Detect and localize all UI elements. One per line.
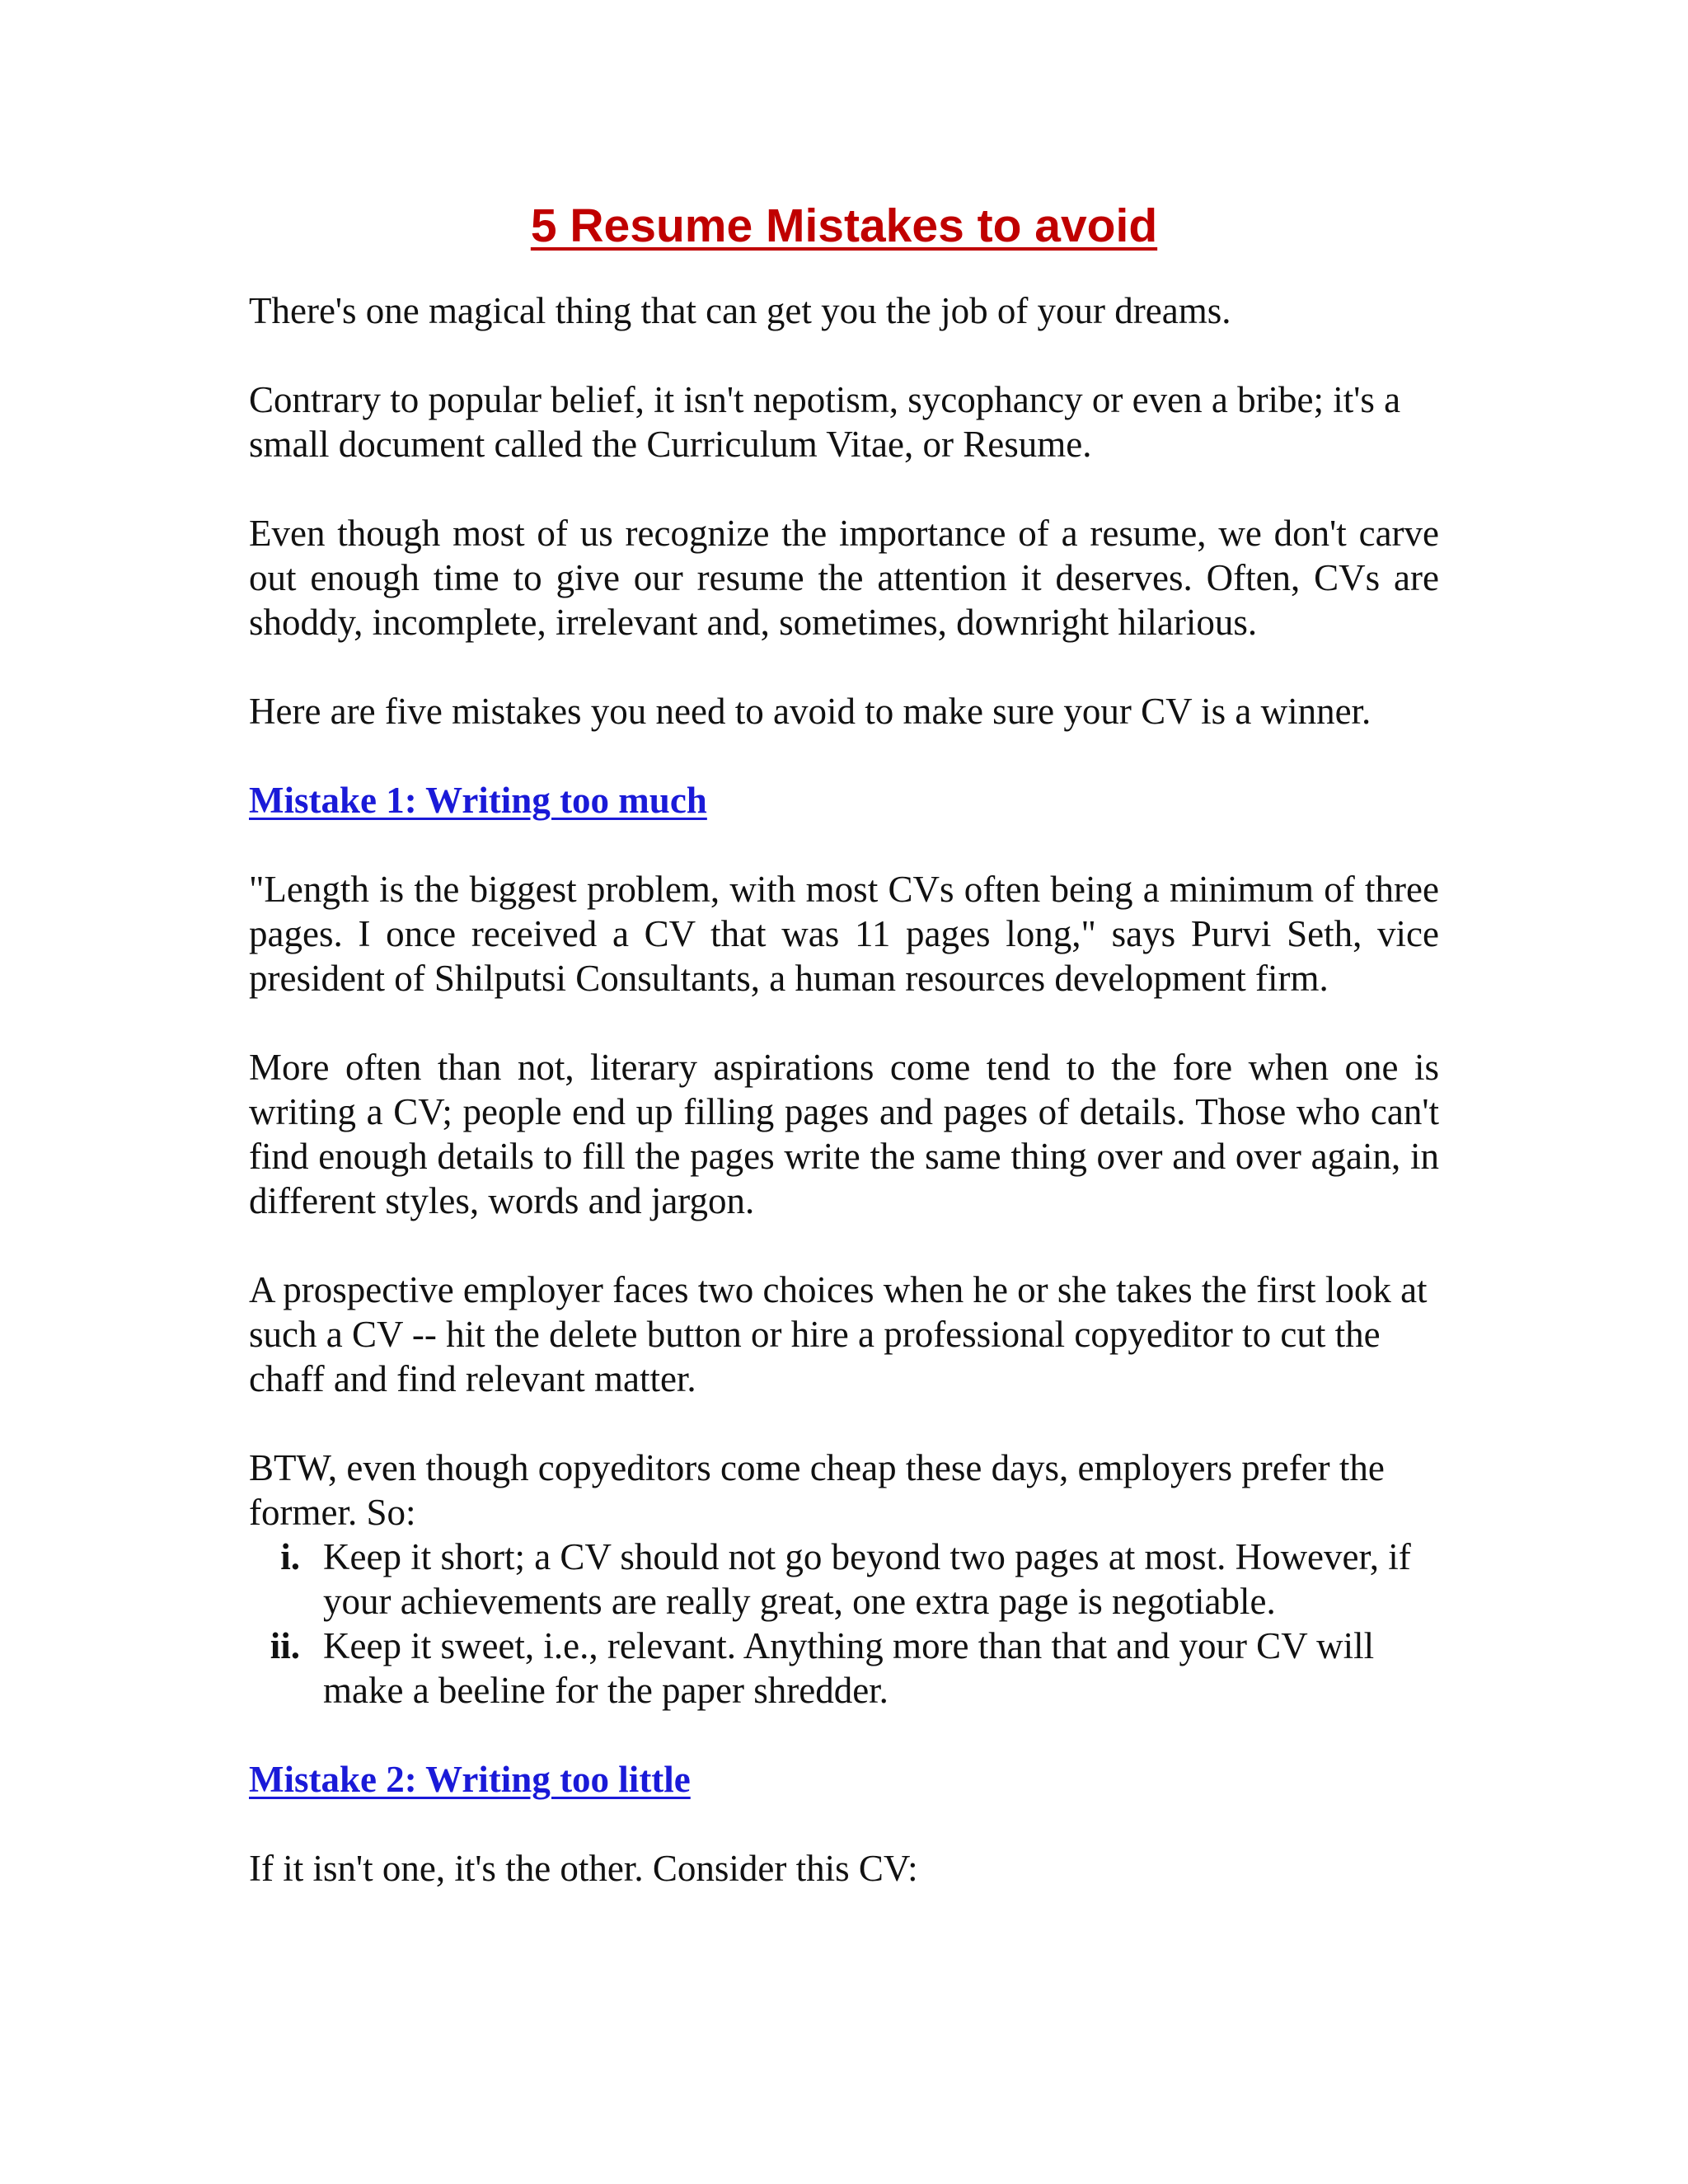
list-item-text: Keep it sweet, i.e., relevant. Anything more than that and your CV will make a beeline for the paper shredder. bbox=[323, 1625, 1375, 1711]
list-marker: ii. bbox=[270, 1625, 300, 1666]
mistake-1-heading: Mistake 1: Writing too much bbox=[249, 780, 707, 821]
list-item bbox=[249, 1624, 1439, 1713]
mistake-1-paragraph-4: BTW, even though copyeditors come cheap these days, employers prefer the former. So: bbox=[249, 1447, 1385, 1533]
mistake-2-paragraph-1: If it isn't one, it's the other. Consider this CV: bbox=[249, 1848, 918, 1889]
mistake-1-paragraph-2: More often than not, literary aspirations come tend to the fore when one is writing a CV; people end up filling pages and pages of details. Those who can't find enough details to fill the pages write the same thing over and over again, in different styles, words and jargon. bbox=[249, 1047, 1439, 1221]
list-item bbox=[249, 1535, 1439, 1624]
mistake-1-paragraph-1: "Length is the biggest problem, with most CVs often being a minimum of three pages. I once received a CV that was 11 pages long," says Purvi Seth, vice president of Shilputsi Consultants, a human resources development firm. bbox=[249, 869, 1439, 999]
intro-paragraph-4: Here are five mistakes you need to avoid to make sure your CV is a winner. bbox=[249, 691, 1372, 732]
intro-paragraph-2: Contrary to popular belief, it isn't nepotism, sycophancy or even a bribe; it's a small document called the Curriculum Vitae, or Resume. bbox=[249, 379, 1401, 465]
list-marker: i. bbox=[280, 1536, 300, 1577]
list-item-text: Keep it short; a CV should not go beyond two pages at most. However, if your achievements are really great, one extra page is negotiable. bbox=[323, 1536, 1411, 1622]
intro-paragraph-1: There's one magical thing that can get you the job of your dreams. bbox=[249, 290, 1231, 331]
mistake-1-tips-list bbox=[249, 1535, 1439, 1713]
document-page bbox=[249, 194, 1439, 1935]
mistake-2-heading: Mistake 2: Writing too little bbox=[249, 1759, 691, 1800]
document-title: 5 Resume Mistakes to avoid bbox=[530, 199, 1158, 252]
intro-paragraph-3: Even though most of us recognize the importance of a resume, we don't carve out enough time to give our resume the attention it deserves. Often, CVs are shoddy, incomplete, irrelevant and, sometimes, downright hilarious. bbox=[249, 513, 1439, 643]
mistake-1-paragraph-3: A prospective employer faces two choices when he or she takes the first look at such a CV -- hit the delete button or hire a professional copyeditor to cut the chaff and find relevant matter. bbox=[249, 1269, 1428, 1399]
